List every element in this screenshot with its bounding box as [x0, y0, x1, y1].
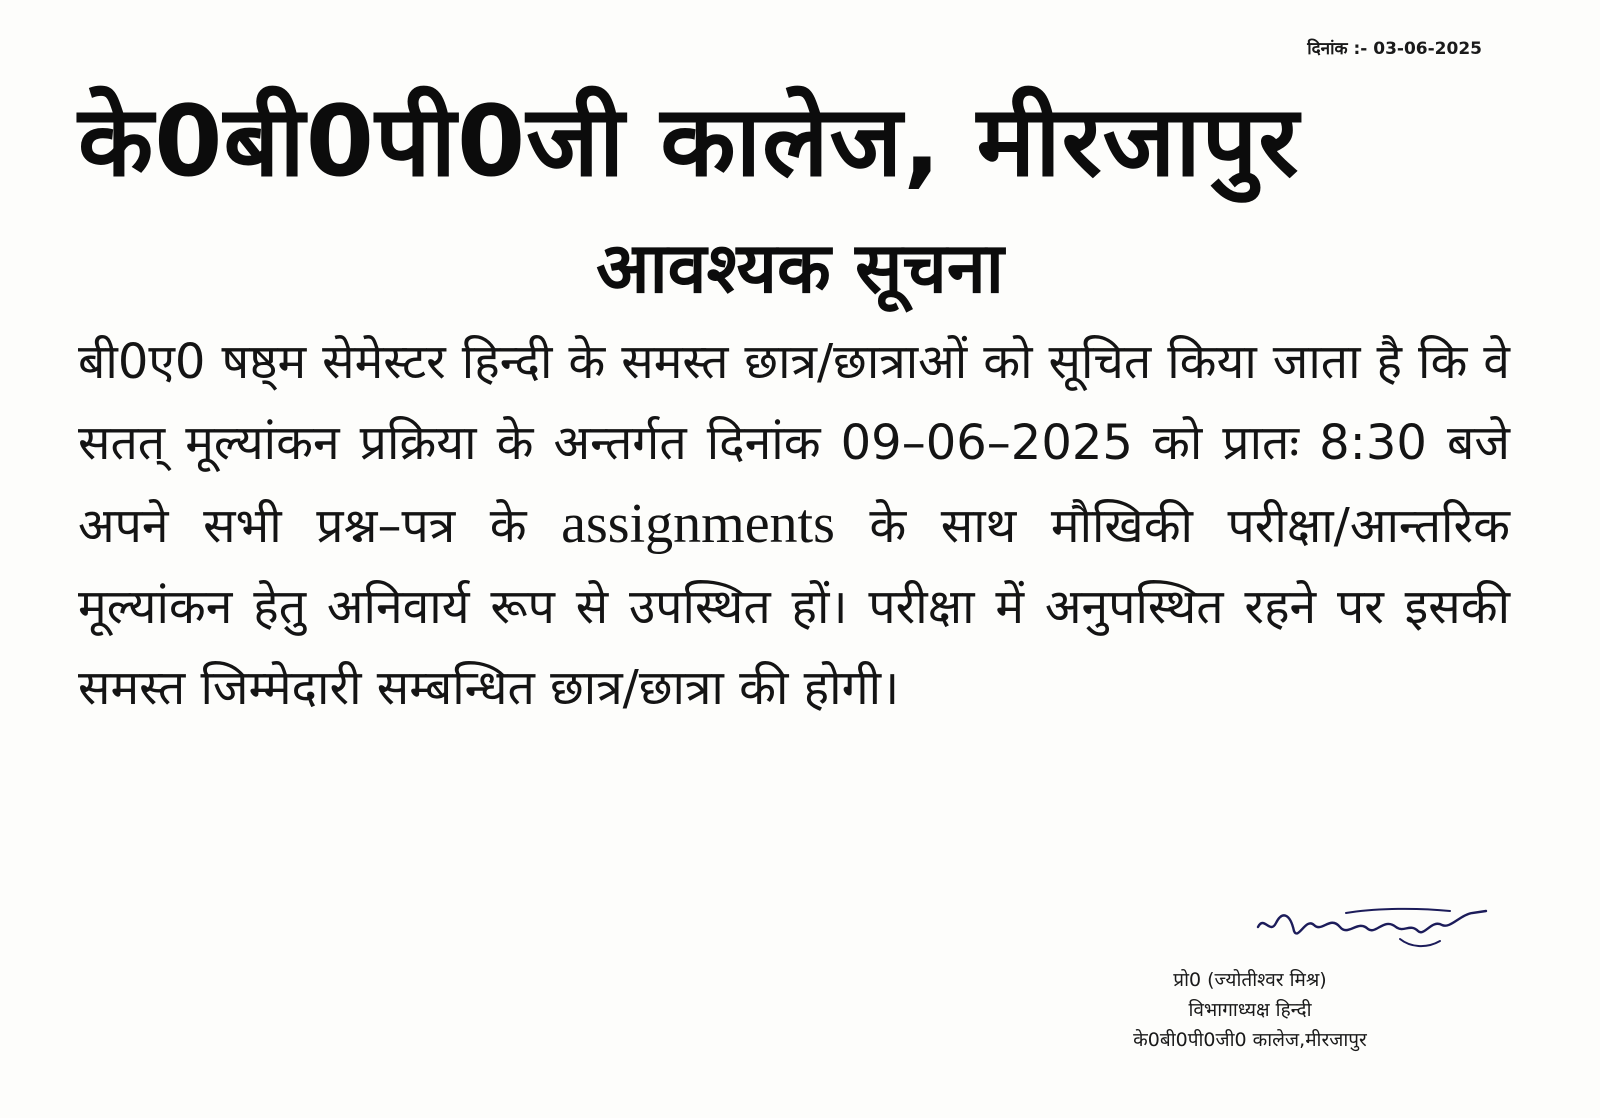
notice-date: दिनांक :- 03-06-2025: [1307, 39, 1482, 59]
notice-body: [78, 322, 1510, 729]
notice-heading: आवश्यक सूचना: [596, 227, 1004, 309]
notice-body-text-1: बी0ए0 षष्ठ्म सेमेस्टर हिन्दी के समस्त छात्र/छात्राओं को सूचित किया जाता है कि वे सतत् मूल्यांकन प्रक्रिया के अन्तर्गत दिनांक 09–06–2025 को प्रातः 8:30 बजे अपने सभी प्रश्न–पत्र के: [78, 334, 1510, 554]
signatory-name: प्रो0 (ज्योतीश्वर मिश्र): [1173, 969, 1327, 991]
notice-body-english-word: assignments: [561, 493, 835, 555]
signatory-designation: विभागाध्यक्ष हिन्दी: [1188, 999, 1312, 1021]
signatory-institution: के0बी0पी0जी0 कालेज,मीरजापुर: [1133, 1029, 1367, 1051]
signatory-details: [1060, 965, 1440, 1055]
handwritten-signature: [1250, 905, 1490, 953]
notice-body-text-2: के साथ मौखिकी परीक्षा/आन्तरिक मूल्यांकन हेतु अनिवार्य रूप से उपस्थित हों। परीक्षा में अनुपस्थित रहने पर इसकी समस्त जिम्मेदारी सम्बन्धित छात्र/छात्रा की होगी।: [78, 498, 1510, 716]
college-title: के0बी0पी0जी कालेज, मीरजापुर: [78, 85, 1300, 199]
